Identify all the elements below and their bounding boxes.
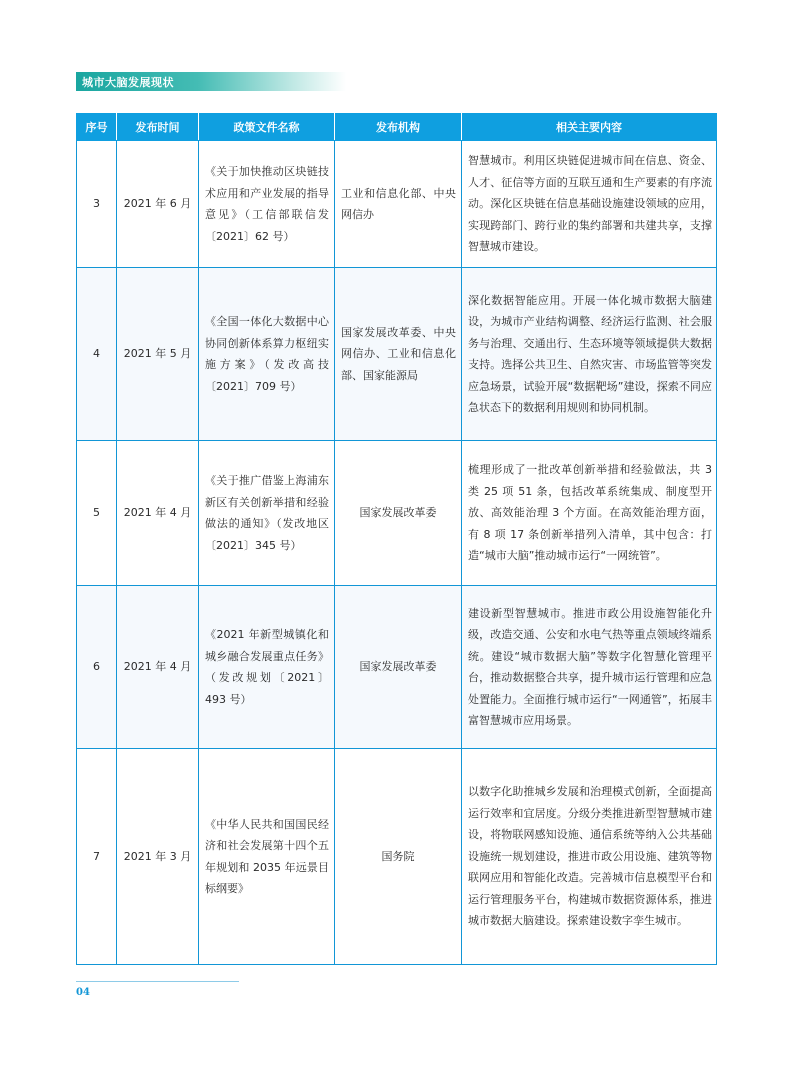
row-org: 国家发展改革委 — [335, 441, 462, 586]
row-no: 4 — [77, 268, 117, 441]
header-date: 发布时间 — [117, 114, 199, 141]
row-date: 2021 年 3 月 — [117, 749, 199, 965]
row-no: 5 — [77, 441, 117, 586]
policy-table — [76, 113, 717, 965]
footer-divider — [76, 981, 239, 982]
row-date: 2021 年 4 月 — [117, 586, 199, 749]
row-doc: 《关于加快推动区块链技术应用和产业发展的指导意见》（工信部联信发〔2021〕62 号） — [199, 141, 335, 268]
page-number: 04 — [76, 987, 90, 998]
row-content: 智慧城市。利用区块链促进城市间在信息、资金、人才、征信等方面的互联互通和生产要素的有序流动。深化区块链在信息基础设施建设领域的应用，实现跨部门、跨行业的集约部署和共建共享，支撑智慧城市建设。 — [462, 141, 717, 268]
section-title: 城市大脑发展现状 — [82, 76, 174, 89]
row-content: 梳理形成了一批改革创新举措和经验做法，共 3 类 25 项 51 条，包括改革系统集成、制度型开放、高效能治理 3 个方面。在高效能治理方面，有 8 项 17 条创新举措列入清单，其中包含：打造“城市大脑”推动城市运行“一网统管”。 — [462, 441, 717, 586]
row-no: 7 — [77, 749, 117, 965]
row-org: 工业和信息化部、中央网信办 — [335, 141, 462, 268]
row-content: 深化数据智能应用。开展一体化城市数据大脑建设，为城市产业结构调整、经济运行监测、社会服务与治理、交通出行、生态环境等领域提供大数据支持。选择公共卫生、自然灾害、市场监管等突发应急场景，试验开展“数据靶场”建设，探索不同应急状态下的数据利用规则和协同机制。 — [462, 268, 717, 441]
row-doc: 《2021 年新型城镇化和城乡融合发展重点任务》（发改规划〔2021〕493 号） — [199, 586, 335, 749]
table-row — [77, 749, 717, 965]
section-title-banner — [76, 72, 346, 91]
row-org: 国家发展改革委、中央网信办、工业和信息化部、国家能源局 — [335, 268, 462, 441]
table-row — [77, 441, 717, 586]
table-row — [77, 268, 717, 441]
row-date: 2021 年 4 月 — [117, 441, 199, 586]
header-doc: 政策文件名称 — [199, 114, 335, 141]
table-row — [77, 141, 717, 268]
row-no: 6 — [77, 586, 117, 749]
header-content: 相关主要内容 — [462, 114, 717, 141]
row-org: 国家发展改革委 — [335, 586, 462, 749]
row-no: 3 — [77, 141, 117, 268]
row-org: 国务院 — [335, 749, 462, 965]
row-content: 建设新型智慧城市。推进市政公用设施智能化升级，改造交通、公安和水电气热等重点领域终端系统。建设“城市数据大脑”等数字化智慧化管理平台，推动数据整合共享，提升城市运行管理和应急处置能力。全面推行城市运行“一网通管”，拓展丰富智慧城市应用场景。 — [462, 586, 717, 749]
row-date: 2021 年 6 月 — [117, 141, 199, 268]
row-doc: 《全国一体化大数据中心协同创新体系算力枢纽实施方案》（发改高技〔2021〕709 号） — [199, 268, 335, 441]
row-date: 2021 年 5 月 — [117, 268, 199, 441]
header-org: 发布机构 — [335, 114, 462, 141]
table-row — [77, 586, 717, 749]
row-doc: 《关于推广借鉴上海浦东新区有关创新举措和经验做法的通知》（发改地区〔2021〕345 号） — [199, 441, 335, 586]
row-doc: 《中华人民共和国国民经济和社会发展第十四个五年规划和 2035 年远景目标纲要》 — [199, 749, 335, 965]
header-no: 序号 — [77, 114, 117, 141]
row-content: 以数字化助推城乡发展和治理模式创新，全面提高运行效率和宜居度。分级分类推进新型智慧城市建设，将物联网感知设施、通信系统等纳入公共基础设施统一规划建设，推进市政公用设施、建筑等物联网应用和智能化改造。完善城市信息模型平台和运行管理服务平台，构建城市数据资源体系，推进城市数据大脑建设。探索建设数字孪生城市。 — [462, 749, 717, 965]
table-header-row — [77, 114, 717, 141]
